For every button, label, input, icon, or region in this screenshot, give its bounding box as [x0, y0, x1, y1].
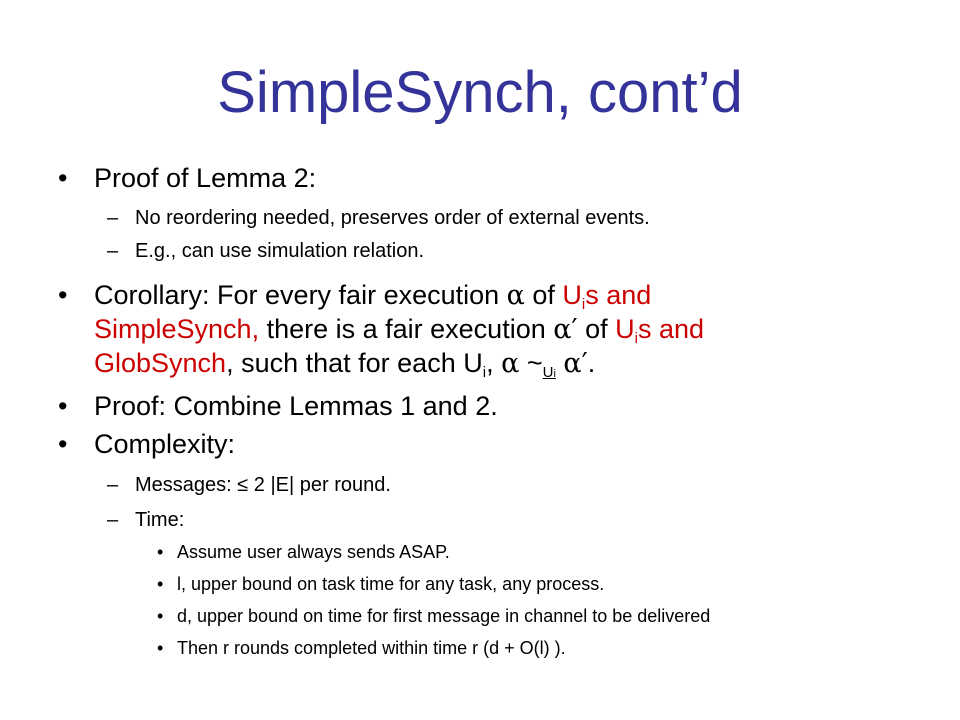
corollary-ui-2: U — [615, 314, 635, 344]
sub-bullet-text: Messages: ≤ 2 |E| per round. — [135, 474, 391, 496]
corollary-text-2f: s and — [637, 314, 705, 344]
bullet-icon: • — [58, 429, 68, 459]
relation-subscript-i: i — [553, 368, 556, 380]
bullet-icon: • — [157, 638, 164, 658]
sub-bullet-messages — [107, 470, 391, 500]
bullet-proof-lemma-2 — [58, 158, 317, 198]
dash-icon: – — [107, 240, 119, 262]
corollary-text-3b: , such that for each U — [226, 348, 483, 378]
tilde-symbol: ~ — [519, 348, 543, 378]
sub-sub-bullet-assume — [157, 539, 450, 565]
dash-icon: – — [107, 474, 119, 496]
bullet-icon: • — [157, 606, 164, 626]
sub-bullet-time — [107, 505, 185, 535]
corollary-simplesynch: SimpleSynch, — [94, 314, 260, 344]
dash-icon: – — [107, 509, 119, 531]
sub-bullet-text: No reordering needed, preserves order of external events. — [135, 207, 650, 229]
alpha-symbol: α — [506, 280, 525, 311]
sub-sub-bullet-text: Assume user always sends ASAP. — [177, 542, 450, 562]
bullet-icon: • — [157, 542, 164, 562]
corollary-text-2b: there is a fair execution — [259, 314, 554, 344]
corollary-ui-sub-2: i — [634, 330, 638, 347]
slide-title: SimpleSynch, cont’d — [217, 60, 743, 125]
alpha-prime-symbol: α′ — [553, 314, 578, 345]
corollary-globsynch: GlobSynch — [94, 348, 227, 378]
bullet-proof-combine — [58, 386, 498, 426]
relation-subscript-u: U — [542, 364, 554, 381]
sub-sub-bullet-text: l, upper bound on task time for any task, any process. — [177, 574, 605, 594]
bullet-text: Proof: Combine Lemmas 1 and 2. — [94, 391, 498, 421]
sub-bullet-text: Time: — [135, 509, 185, 531]
corollary-ui-sub-3: i — [482, 364, 487, 381]
sub-bullet-text: E.g., can use simulation relation. — [135, 240, 425, 262]
bullet-text: Complexity: — [94, 429, 236, 459]
sub-sub-bullet-text: Then r rounds completed within time r (d + O(l) ). — [177, 638, 566, 658]
bullet-text: Proof of Lemma 2: — [94, 163, 317, 193]
corollary-text-3d: , — [486, 348, 502, 378]
bullet-icon: • — [58, 163, 68, 193]
sub-sub-bullet-l-bound — [157, 571, 605, 597]
alpha-prime-symbol: α′ — [563, 348, 588, 379]
bullet-complexity — [58, 424, 236, 464]
corollary-text-1a: Corollary: For every fair execution — [94, 280, 507, 310]
dash-icon: – — [107, 207, 119, 229]
sub-bullet-no-reordering — [107, 203, 650, 233]
corollary-ui-1: U — [562, 280, 582, 310]
sub-sub-bullet-rounds — [157, 635, 566, 661]
sub-bullet-simulation-relation — [107, 236, 425, 266]
corollary-ui-sub-1: i — [581, 296, 586, 313]
sub-sub-bullet-text: d, upper bound on time for first message in channel to be delivered — [177, 606, 711, 626]
corollary-text-1b: of — [524, 280, 563, 310]
corollary-text-1e: s and — [585, 280, 652, 310]
corollary-period: . — [587, 348, 596, 378]
alpha-symbol: α — [501, 348, 520, 379]
bullet-icon: • — [58, 280, 68, 310]
corollary-text-2c: of — [577, 314, 616, 344]
bullet-icon: • — [58, 391, 68, 421]
bullet-icon: • — [157, 574, 164, 594]
sub-sub-bullet-d-bound — [157, 603, 711, 629]
